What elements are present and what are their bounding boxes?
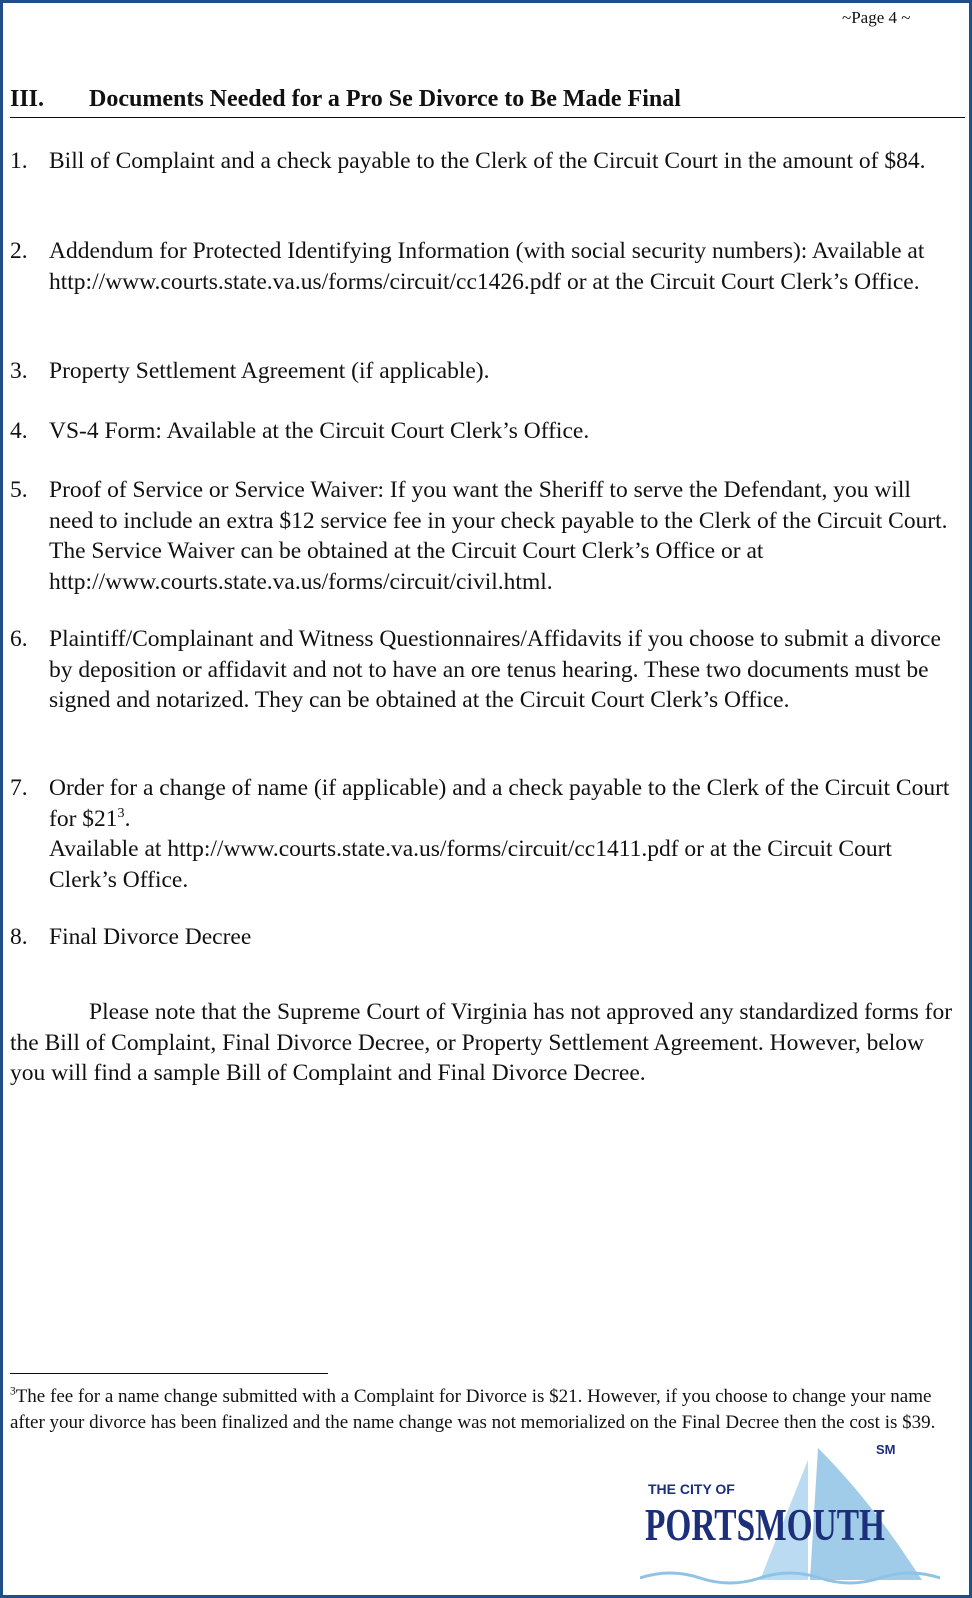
name-change-line-end: . (124, 805, 131, 832)
portsmouth-logo-graphic (640, 1440, 945, 1590)
list-item-text: Property Settlement Agreement (if applicable). (49, 358, 490, 384)
logo-line1: THE CITY OF (648, 1481, 735, 1497)
note-paragraph (10, 997, 960, 1089)
list-marker: 6. (10, 626, 28, 652)
name-change-availability: Available at http://www.courts.state.va.us/forms/circuit/cc1411.pdf or at the Circuit Court Clerk’s Office. (49, 836, 892, 893)
footnote (10, 1384, 960, 1435)
list-item (10, 416, 960, 447)
service-mark: SM (876, 1442, 896, 1457)
list-item (10, 475, 960, 597)
list-item-text (49, 773, 960, 895)
list-item (10, 624, 960, 716)
list-item-text: Addendum for Protected Identifying Information (with social security numbers): Available at http://www.courts.state.va.us/forms/circuit/cc1426.pdf or at the Circuit Court Clerk’s Office. (49, 238, 925, 295)
section-number: III. (10, 86, 45, 112)
list-marker: 7. (10, 775, 28, 801)
note-text: Please note that the Supreme Court of Virginia has not approved any standardized forms for the Bill of Complaint, Final Divorce Decree, or Property Settlement Agreement. However, below you will find a sample Bill of Complaint and Final Divorce Decree. (10, 999, 953, 1086)
list-marker: 3. (10, 358, 28, 384)
list-item-text: Proof of Service or Service Waiver: If you want the Sheriff to serve the Defendant, you will need to include an extra $12 service fee in your check payable to the Clerk of the Circuit Court. The Service Waiver can be obtained at the Circuit Court Clerk’s Office or at http://www.courts.state.va.us/forms/circuit/civil.html. (49, 477, 948, 595)
section-title: Documents Needed for a Pro Se Divorce to Be Made Final (89, 86, 681, 112)
page-number: ~Page 4 ~ (842, 8, 911, 27)
section-heading (10, 86, 965, 118)
list-marker: 8. (10, 924, 28, 950)
footnote-divider (10, 1373, 328, 1374)
footnote-text: The fee for a name change submitted with a Complaint for Divorce is $21. However, if you choose to change your name after your divorce has been finalized and the name change was not memorialized on the Final Decree then the cost is $39. (10, 1386, 936, 1433)
list-item-text: VS-4 Form: Available at the Circuit Court Clerk’s Office. (49, 418, 590, 444)
footnote-number: 3 (10, 1385, 16, 1398)
list-item (10, 356, 960, 387)
list-item-text: Plaintiff/Complainant and Witness Questionnaires/Affidavits if you choose to submit a divorce by deposition or affidavit and not to have an ore tenus hearing. These two documents must be signed and notarized. They can be obtained at the Circuit Court Clerk’s Office. (49, 626, 941, 713)
list-marker: 2. (10, 238, 28, 264)
list-item (10, 236, 960, 297)
list-item (10, 922, 960, 953)
list-marker: 5. (10, 477, 28, 503)
name-change-line: Order for a change of name (if applicable) and a check payable to the Clerk of the Circuit Court for $21 (49, 775, 950, 832)
list-item (10, 146, 960, 177)
city-logo (640, 1440, 945, 1590)
list-item (10, 773, 960, 895)
list-item-text: Bill of Complaint and a check payable to the Clerk of the Circuit Court in the amount of $84. (49, 148, 926, 174)
list-marker: 4. (10, 418, 28, 444)
footnote-ref: 3 (117, 804, 125, 821)
logo-line2: PORTSMOUTH (645, 1499, 886, 1550)
list-item-text: Final Divorce Decree (49, 924, 252, 950)
list-marker: 1. (10, 148, 28, 174)
